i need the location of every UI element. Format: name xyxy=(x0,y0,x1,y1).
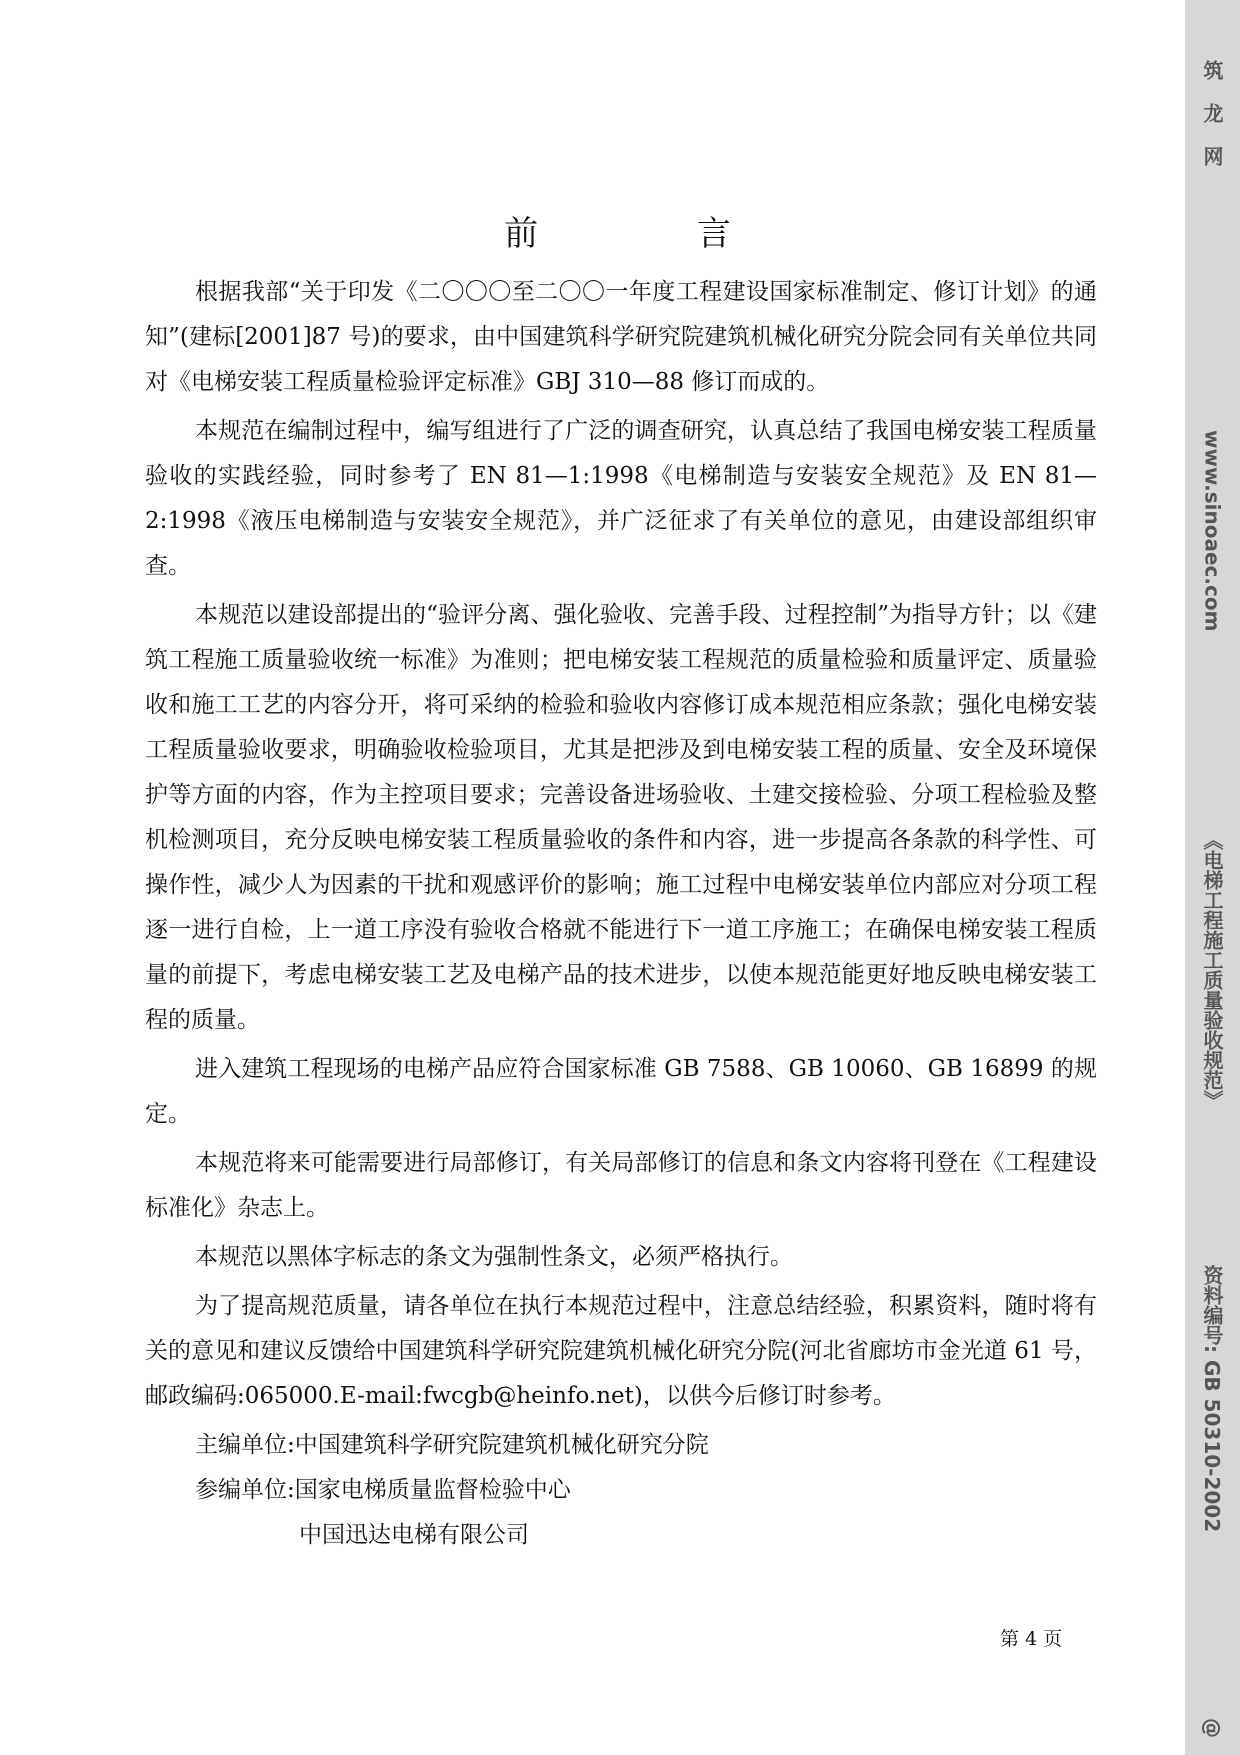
doc-title-label: 《电梯工程施工质量验收规范》 xyxy=(1200,830,1224,1110)
paragraph-3: 本规范以建设部提出的“验评分离、强化验收、完善手段、过程控制”为指导方针；以《建筑工程施工质量验收统一标准》为准则；把电梯安装工程规范的质量检验和质量评定、质量验收和施工工艺的内容分开，将可采纳的检验和验收内容修订成本规范相应条款；强化电梯安装工程质量验收要求，明确验收检验项目，尤其是把涉及到电梯安装工程的质量、安全及环境保护等方面的内容，作为主控项目要求；完善设备进场验收、土建交接检验、分项工程检验及整机检测项目，充分反映电梯安装工程质量验收的条件和内容，进一步提高各条款的科学性、可操作性，减少人为因素的干扰和观感评价的影响；施工过程中电梯安装单位内部应对分项工程逐一进行自检，上一道工序没有验收合格就不能进行下一道工序施工；在确保电梯安装工程质量的前提下，考虑电梯安装工艺及电梯产品的技术进步，以使本规范能更好地反映电梯安装工程的质量。 xyxy=(145,602,1097,1033)
bottom-mark: @ xyxy=(1200,1718,1225,1738)
paragraph-1: 根据我部“关于印发《二〇〇〇至二〇〇一年度工程建设国家标准制定、修订计划》的通知”(建标[2001]87 号)的要求，由中国建筑科学研究院建筑机械化研究分院会同有关单位共同对《电梯安装工程质量检验评定标准》GBJ 310—88 修订而成的。 xyxy=(145,279,1097,395)
paragraph-4: 进入建筑工程现场的电梯产品应符合国家标准 GB 7588、GB 10060、GB 16899 的规定。 xyxy=(145,1056,1097,1127)
paragraph-5: 本规范将来可能需要进行局部修订，有关局部修订的信息和条文内容将刊登在《工程建设标准化》杂志上。 xyxy=(145,1150,1097,1221)
page-number: 第 4 页 xyxy=(1000,1628,1063,1650)
side-watermark-bar xyxy=(1185,0,1240,1755)
chief-editor-unit: 主编单位:中国建筑科学研究院建筑机械化研究分院 xyxy=(195,1432,709,1458)
paragraph-7: 为了提高规范质量，请各单位在执行本规范过程中，注意总结经验，积累资料，随时将有关的意见和建议反馈给中国建筑科学研究院建筑机械化研究分院(河北省廊坊市金光道 61 号，邮政编码:065000.E-mail:fwcgb@heinfo.net)，以供今后修订时参考。 xyxy=(145,1293,1097,1409)
document-body xyxy=(145,270,1097,1558)
doc-code-label: 资料编号: GB 50310-2002 xyxy=(1200,1265,1224,1533)
paragraph-6: 本规范以黑体字标志的条文为强制性条文，必须严格执行。 xyxy=(195,1244,793,1270)
participant-unit-2: 中国迅达电梯有限公司 xyxy=(299,1522,529,1548)
site-url-label: www.sinoaec.com xyxy=(1200,430,1225,632)
participant-unit-1: 参编单位:国家电梯质量监督检验中心 xyxy=(195,1477,571,1503)
site-name-label: 筑 龙 网 xyxy=(1200,60,1224,174)
paragraph-2: 本规范在编制过程中，编写组进行了广泛的调查研究，认真总结了我国电梯安装工程质量验收的实践经验，同时参考了 EN 81—1:1998《电梯制造与安装安全规范》及 EN 81—2:1998《液压电梯制造与安装安全规范》，并广泛征求了有关单位的意见，由建设部组织审查。 xyxy=(145,418,1097,579)
page-title: 前 言 xyxy=(504,214,805,254)
